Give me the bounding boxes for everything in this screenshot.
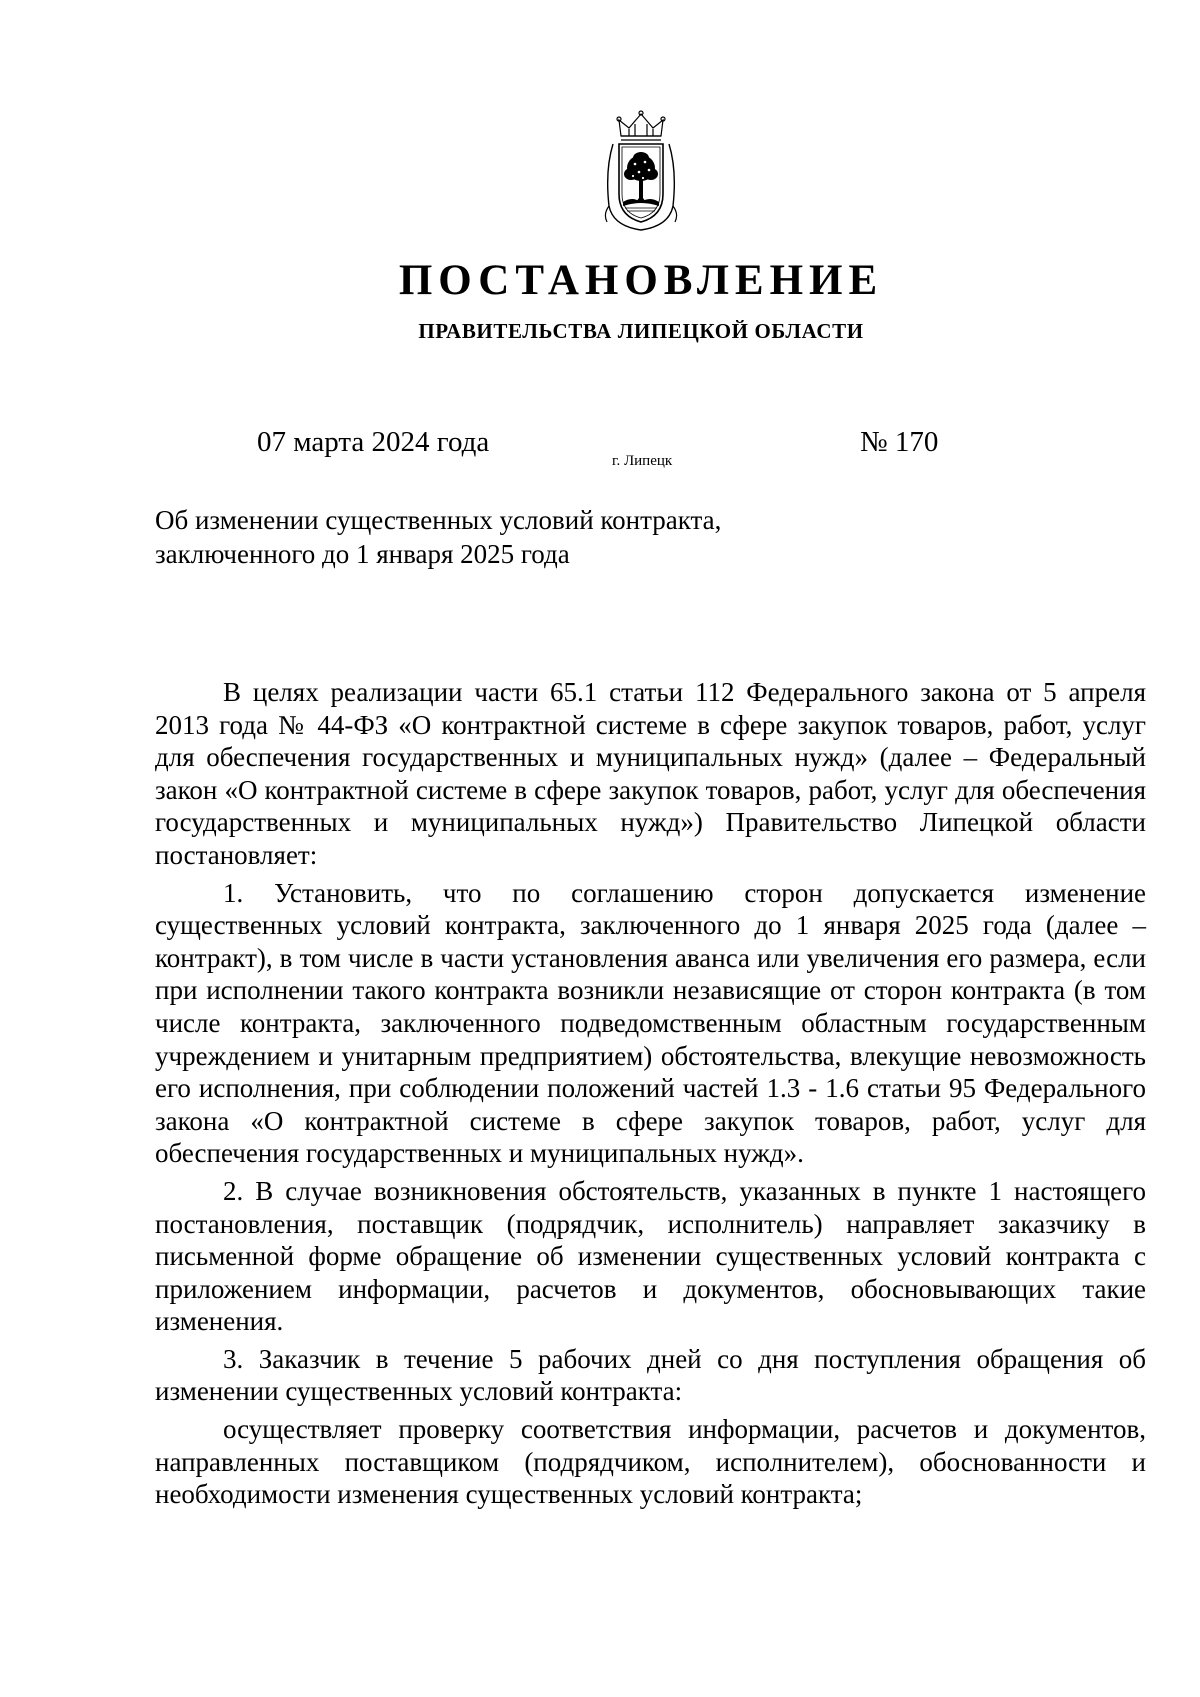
document-number: № 170: [860, 426, 939, 458]
lipetsk-coat-of-arms-icon: [599, 110, 683, 232]
heading-line: заключенного до 1 января 2025 года: [155, 539, 570, 569]
document-body: [155, 676, 1146, 1516]
document-title: ПОСТАНОВЛЕНИЕ: [398, 257, 884, 304]
paragraph-item-3-sub: осуществляет проверку соответствия информации, расчетов и документов, направленных поставщиком (подрядчиком, исполнителем), обоснованности и необходимости изменения существенных условий контракта;: [155, 1414, 1146, 1510]
document-date: 07 марта 2024 года: [257, 426, 490, 458]
document-subtitle: ПРАВИТЕЛЬСТВА ЛИПЕЦКОЙ ОБЛАСТИ: [418, 319, 864, 343]
document-heading: [155, 503, 721, 571]
paragraph-item-3: 3. Заказчик в течение 5 рабочих дней со дня поступления обращения об изменении существенных условий контракта:: [155, 1343, 1146, 1407]
document-place: г. Липецк: [612, 453, 673, 469]
paragraph-item-1: 1. Установить, что по соглашению сторон допускается изменение существенных условий контракта, заключенного до 1 января 2025 года (далее – контракт), в том числе в части установления аванса или увеличения его размера, если при исполнении такого контракта возникли независящие от сторон контракта (в том числе контракта, заключенного подведомственным областным государственным учреждением и унитарным предприятием) обстоятельства, влекущие невозможность его исполнения, при соблюдении положений частей 1.3 - 1.6 статьи 95 Федерального закона «О контрактной системе в сфере закупок товаров, работ, услуг для обеспечения государственных и муниципальных нужд».: [155, 877, 1146, 1169]
paragraph-item-2: 2. В случае возникновения обстоятельств, указанных в пункте 1 настоящего постановления, поставщик (подрядчик, исполнитель) направляет заказчику в письменной форме обращение об изменении существенных условий контракта с приложением информации, расчетов и документов, обосновывающих такие изменения.: [155, 1175, 1146, 1337]
paragraph-preamble: В целях реализации части 65.1 статьи 112 Федерального закона от 5 апреля 2013 года № 44-ФЗ «О контрактной системе в сфере закупок товаров, работ, услуг для обеспечения государственных и муниципальных нужд» (далее – Федеральный закон «О контрактной системе в сфере закупок товаров, работ, услуг для обеспечения государственных и муниципальных нужд») Правительство Липецкой области постановляет:: [155, 677, 1146, 870]
heading-line: Об изменении существенных условий контракта,: [155, 505, 722, 535]
